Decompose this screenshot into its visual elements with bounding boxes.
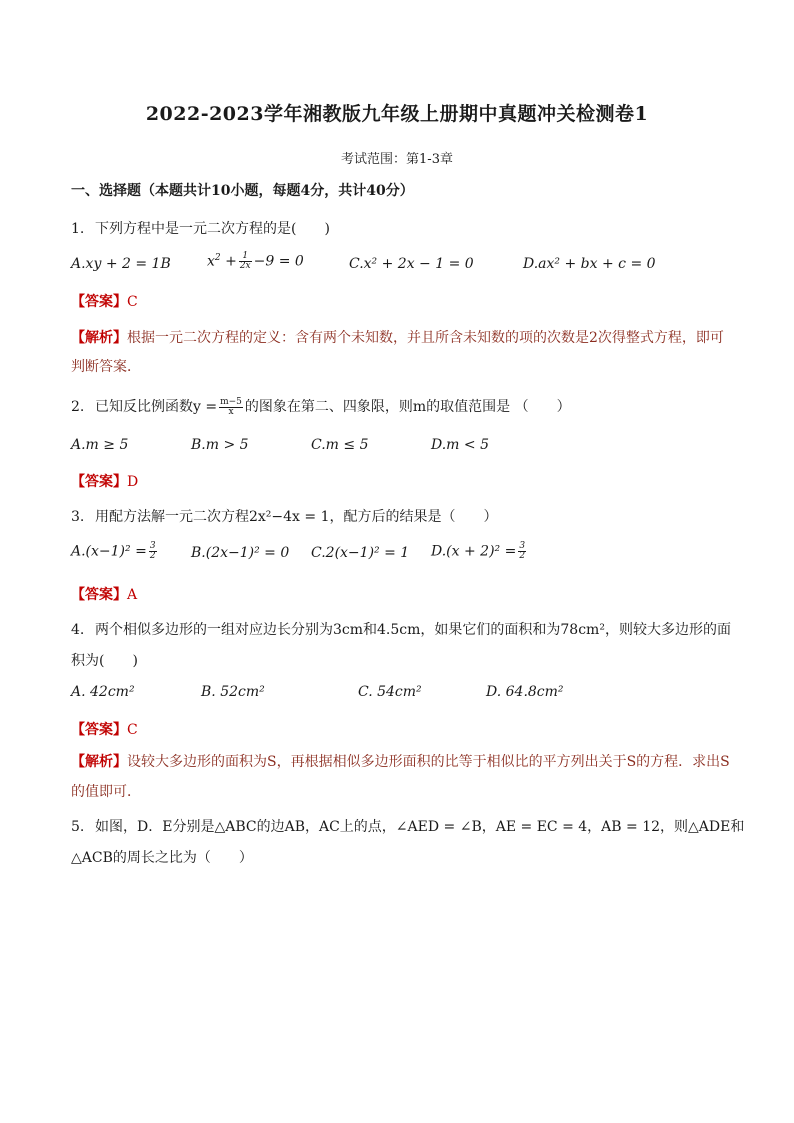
q1-option-b: $x^2$ + $\frac{1}{2x}$ −9 = 0 xyxy=(207,251,304,271)
q3-answer xyxy=(71,584,137,604)
question-text-pre: 已知反比例函数y = xyxy=(95,399,218,415)
q3-option-d: D.(x + 2)² = $\frac{3}{2}$ xyxy=(431,541,526,561)
question-text: 下列方程中是一元二次方程的是( ) xyxy=(95,221,330,237)
question-3 xyxy=(71,506,498,526)
question-text: 用配方法解一元二次方程2x²−4x = 1，配方后的结果是（ ） xyxy=(95,509,498,525)
q4-option-a: A. 42cm² xyxy=(71,684,135,700)
q4-analysis xyxy=(71,751,730,771)
question-5-cont: △ACB的周长之比为（ ） xyxy=(71,850,253,866)
analysis-text: 设较大多边形的面积为S，再根据相似多边形面积的比等于相似比的平方列出关于S的方程．求出S xyxy=(127,754,730,770)
q1-option-b-fraction: $\frac{1}{2x}$ xyxy=(239,251,251,271)
q4-option-b: B. 52cm² xyxy=(201,684,265,700)
q1-answer xyxy=(71,291,138,311)
answer-value: D xyxy=(127,474,139,490)
question-5 xyxy=(71,816,744,836)
answer-tag: 【答案】 xyxy=(71,722,127,738)
q2-option-a: A.m ≥ 5 xyxy=(71,437,129,453)
q4-option-d: D. 64.8cm² xyxy=(486,684,564,700)
analysis-tag: 【解析】 xyxy=(71,330,127,346)
q1-option-c: C.x² + 2x − 1 = 0 xyxy=(349,256,474,272)
q3-option-a-fraction: $\frac{3}{2}$ xyxy=(149,541,156,561)
q1-analysis-cont: 判断答案． xyxy=(71,359,141,375)
question-4-cont: 积为( ) xyxy=(71,653,138,669)
question-number: 2. xyxy=(71,399,85,415)
section-heading: 一、选择题（本题共计10小题，每题4分，共计40分） xyxy=(71,183,414,199)
question-2 xyxy=(71,396,571,417)
q2-answer xyxy=(71,471,138,491)
answer-tag: 【答案】 xyxy=(71,587,127,603)
q4-option-c: C. 54cm² xyxy=(358,684,422,700)
page-title: 2022-2023学年湘教版九年级上册期中真题冲关检测卷1 xyxy=(145,103,649,125)
q2-fraction: $\frac{m-5}{x}$ xyxy=(220,396,242,417)
q4-analysis-cont: 的值即可． xyxy=(71,784,141,800)
question-1 xyxy=(71,218,330,238)
q1-option-b-base: x xyxy=(207,253,215,270)
answer-tag: 【答案】 xyxy=(71,294,127,310)
question-number: 5. xyxy=(71,819,85,835)
q3-option-d-fraction: $\frac{3}{2}$ xyxy=(519,541,526,561)
question-number: 4. xyxy=(71,622,85,638)
question-4 xyxy=(71,619,731,639)
q2-option-b: B.m > 5 xyxy=(191,437,249,453)
question-number: 1. xyxy=(71,221,85,237)
q2-option-d: D.m < 5 xyxy=(431,437,489,453)
q1-analysis xyxy=(71,327,724,347)
q4-answer xyxy=(71,719,138,739)
analysis-text: 根据一元二次方程的定义：含有两个未知数，并且所含未知数的项的次数是2次得整式方程，即可 xyxy=(127,330,724,346)
q3-option-b: B.(2x−1)² = 0 xyxy=(191,545,290,561)
exam-scope: 考试范围：第1-3章 xyxy=(341,152,453,167)
question-text: 如图，D．E分别是△ABC的边AB，AC上的点，∠AED = ∠B，AE = EC = 4，AB = 12，则△ADE和 xyxy=(95,819,745,835)
question-text-post: 的图象在第二、四象限，则m的取值范围是 （ ） xyxy=(244,399,571,415)
analysis-tag: 【解析】 xyxy=(71,754,127,770)
q1-option-d: D.ax² + bx + c = 0 xyxy=(523,256,656,272)
answer-tag: 【答案】 xyxy=(71,474,127,490)
q3-option-c: C.2(x−1)² = 1 xyxy=(311,545,410,561)
q1-option-a: A.xy + 2 = 1B xyxy=(71,256,171,272)
answer-value: C xyxy=(127,294,138,310)
q2-option-c: C.m ≤ 5 xyxy=(311,437,369,453)
q3-option-a: A.(x−1)² = $\frac{3}{2}$ xyxy=(71,541,156,561)
question-number: 3. xyxy=(71,509,85,525)
question-text: 两个相似多边形的一组对应边长分别为3cm和4.5cm，如果它们的面积和为78cm²，则较大多边形的面 xyxy=(95,622,731,638)
answer-value: A xyxy=(127,587,138,603)
q1-option-b-tail: −9 = 0 xyxy=(253,253,304,270)
answer-value: C xyxy=(127,722,138,738)
